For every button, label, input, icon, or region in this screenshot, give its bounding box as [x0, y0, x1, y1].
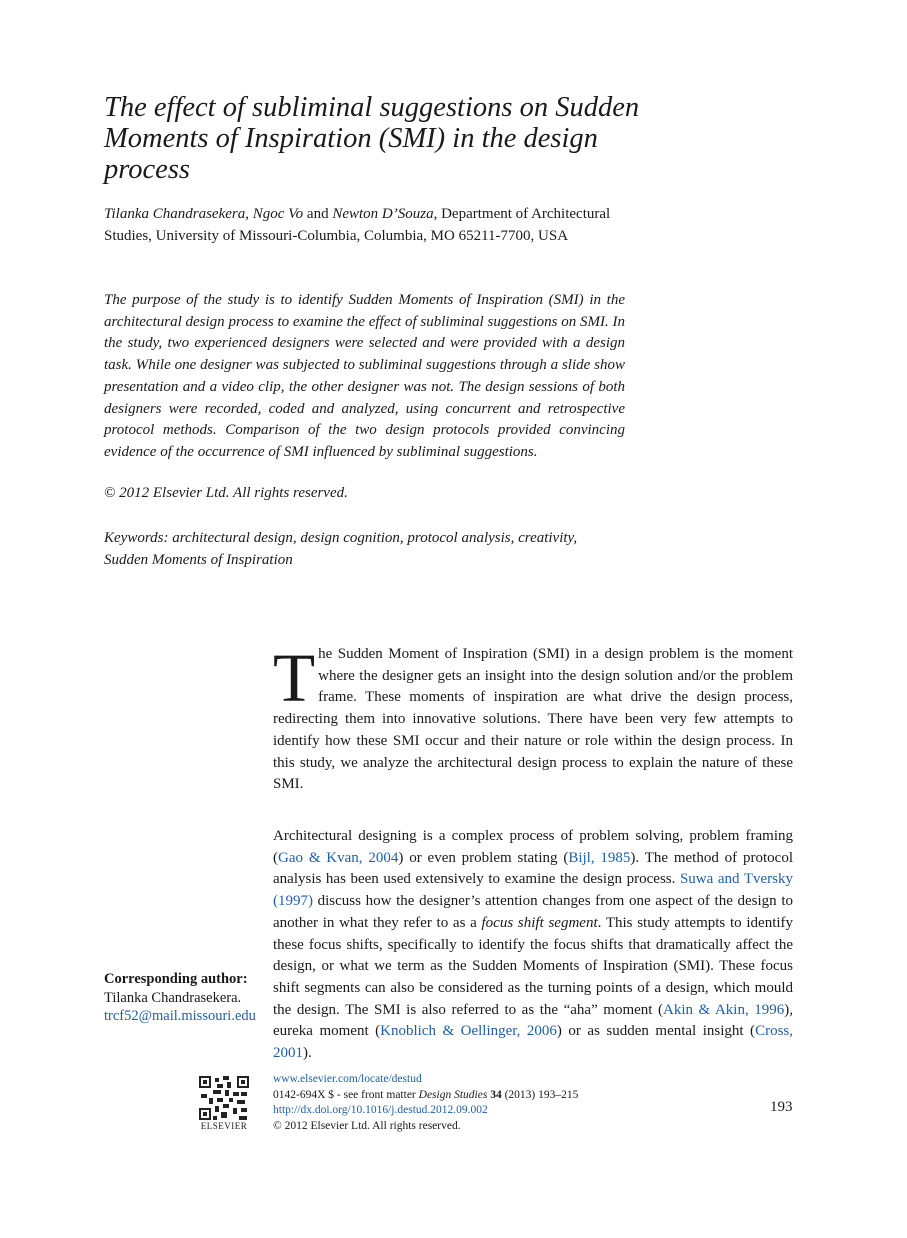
citation-link[interactable]: Gao & Kvan, 2004: [278, 849, 399, 866]
author-name: Tilanka Chandrasekera: [104, 206, 246, 222]
citation-link[interactable]: Cross, 2001: [273, 1023, 793, 1062]
footer-copyright: © 2012 Elsevier Ltd. All rights reserved.: [273, 1119, 461, 1132]
journal-name: Design Studies: [418, 1088, 488, 1101]
citation-link[interactable]: Knoblich & Oellinger, 2006: [380, 1023, 557, 1040]
volume: 34: [487, 1088, 502, 1101]
abstract-copyright: © 2012 Elsevier Ltd. All rights reserved.: [104, 485, 348, 501]
paragraph-text: ), eureka moment (: [273, 1001, 793, 1040]
abstract: The purpose of the study is to identify Sudden Moments of Inspiration (SMI) in the architectural design process to examine the effect of subliminal suggestions on SMI. In the study, two experienced designers were selected and were provided with a design task. While one designer was subjected to subliminal suggestions through a slide show presentation and a video clip, the other designer was not. The design sessions of both designers were recorded, coded and analyzed, using concurrent and retrospective protocol methods. Comparison of the two design protocols provided convincing evidence of the occurrence of SMI influenced by subliminal suggestions.: [104, 292, 625, 460]
paragraph-text: ) or even problem stating (: [398, 849, 569, 866]
issn-line: 0142-694X $ - see front matter Design Studies 34 (2013) 193–215: [273, 1088, 579, 1101]
keywords: Keywords: architectural design, design cognition, protocol analysis, creativity, Sudden Moments of Inspiration: [104, 530, 578, 568]
citation-link[interactable]: Bijl, 1985: [568, 849, 631, 866]
affiliation: , Department of Architectural Studies, University of Missouri-Columbia, Columbia, MO 65211-7700, USA: [104, 206, 611, 244]
paragraph-text: Architectural designing is a complex process of problem solving, problem framing (: [273, 828, 793, 866]
corresponding-email-link[interactable]: trcf52@mail.missouri.edu: [104, 1008, 256, 1024]
corresponding-heading: Corresponding author:: [104, 971, 248, 987]
paragraph-text: ) or as sudden mental insight (: [556, 1023, 756, 1040]
paragraph-text: . This study attempts to identify these focus shifts, specifically to identify the focus shifts that dramatically affect the design, or what we term as the Sudden Moments of Inspiration (SMI). These focus shift segments can also be considered as the turning points of a design, which mould the design. The SMI is also referred to as the “aha” moment (: [273, 914, 794, 1018]
paragraph-text: discuss how the designer’s attention changes from one aspect of the design to another in what they refer to as a: [273, 893, 793, 931]
paragraph-text: ). The method of protocol analysis has been used extensively to examine the design process.: [273, 849, 793, 888]
corresponding-name: Tilanka Chandrasekera.: [104, 989, 242, 1006]
corresponding-author: [104, 970, 254, 1026]
elsevier-logo: ELSEVIER: [200, 1121, 248, 1131]
article-title: The effect of subliminal suggestions on Sudden Moments of Inspiration (SMI) in the design process: [104, 92, 640, 185]
body-paragraph: [273, 826, 793, 1065]
author-name: Ngoc Vo: [252, 206, 304, 222]
journal-url-link[interactable]: www.elsevier.com/locate/destud: [273, 1073, 422, 1085]
intro-paragraph: [273, 640, 793, 796]
drop-cap: T: [273, 640, 316, 716]
author-block: [104, 204, 624, 247]
citation-link[interactable]: Suwa and Tversky (1997): [273, 871, 793, 910]
author-separator: and: [303, 206, 333, 222]
page-number: 193: [770, 1099, 793, 1115]
author-name: Newton D’Souza: [332, 206, 434, 222]
doi-link[interactable]: http://dx.doi.org/10.1016/j.destud.2012.09.002: [273, 1104, 488, 1116]
footer: [273, 1072, 578, 1134]
paragraph-text: he Sudden Moment of Inspiration (SMI) in a design problem is the moment where the designer gets an insight into the design solution and/or the problem frame. These moments of inspiration are what drive the design process, redirecting them into innovative solutions. There have been very few attempts to identify how these SMI occur and their nature or role within the design process. In this study, we analyze the architectural design process to explain the nature of these SMI.: [273, 646, 793, 793]
paragraph-text: ).: [303, 1045, 312, 1062]
citation-link[interactable]: Akin & Akin, 1996: [663, 1001, 785, 1018]
qr-code-icon: [199, 1076, 249, 1120]
author-separator: ,: [245, 206, 253, 222]
emphasized-term: focus shift segment: [481, 914, 598, 931]
